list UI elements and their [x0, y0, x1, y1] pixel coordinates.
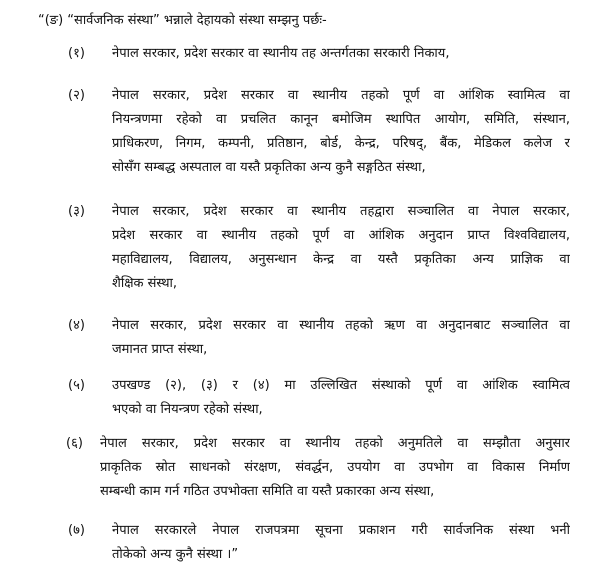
item-line: सोसँग सम्बद्ध अस्पताल वा यस्तै प्रकृतिका अन्य कुनै सङ्गठित संस्था, — [112, 160, 426, 175]
item-line: नेपाल सरकार, प्रदेश सरकार वा स्थानीय तहको ऋण वा अनुदानबाट सञ्चालित वा — [112, 318, 570, 333]
item-line: नेपाल सरकारले नेपाल राजपत्रमा सूचना प्रकाशन गरी सार्वजनिक संस्था भनी — [112, 523, 570, 538]
item-number: (१) — [68, 46, 85, 61]
item-text — [112, 200, 570, 296]
item-line: नेपाल सरकार, प्रदेश सरकार वा स्थानीय तहको पूर्ण वा आंशिक स्वामित्व वा — [112, 88, 570, 103]
item-text — [112, 374, 570, 422]
item-text — [112, 519, 570, 567]
item-line: उपखण्ड (२), (३) र (४) मा उल्लिखित संस्थाको पूर्ण वा आंशिक स्वामित्व — [112, 378, 570, 393]
item-number: (५) — [68, 378, 85, 393]
item-line: तोकेको अन्य कुनै संस्था ।” — [112, 547, 239, 562]
item-line: सम्बन्धी काम गर्न गठित उपभोक्ता समिति वा यस्तै प्रकारका अन्य संस्था, — [100, 484, 435, 499]
item-line: नियन्त्रणमा रहेको वा प्रचलित कानून बमोजिम स्थापित आयोग, समिति, संस्थान, — [112, 112, 570, 127]
item-line: नेपाल सरकार, प्रदेश सरकार वा स्थानीय तहद्वारा सञ्चालित वा नेपाल सरकार, — [112, 204, 570, 219]
item-line: प्राधिकरण, निगम, कम्पनी, प्रतिष्ठान, बोर्ड, केन्द्र, परिषद्, बैंक, मेडिकल कलेज र — [112, 136, 570, 151]
item-text — [112, 42, 570, 66]
item-number: (३) — [68, 204, 85, 219]
item-line: महाविद्यालय, विद्यालय, अनुसन्धान केन्द्र वा यस्तै प्रकृतिका अन्य प्राज्ञिक वा — [112, 252, 570, 267]
item-line: भएको वा नियन्त्रण रहेको संस्था, — [112, 402, 263, 417]
item-line: प्राकृतिक स्रोत साधनको संरक्षण, संवर्द्धन, उपयोग वा उपभोग वा विकास निर्माण — [100, 460, 570, 475]
item-line: शैक्षिक संस्था, — [112, 276, 178, 291]
item-line: प्रदेश सरकार वा स्थानीय तहको पूर्ण वा आंशिक अनुदान प्राप्त विश्वविद्यालय, — [112, 228, 570, 243]
item-line: नेपाल सरकार, प्रदेश सरकार वा स्थानीय तह अन्तर्गतका सरकारी निकाय, — [112, 46, 450, 61]
item-line: जमानत प्राप्त संस्था, — [112, 342, 208, 357]
item-text — [100, 432, 570, 504]
item-text — [112, 314, 570, 362]
item-line: नेपाल सरकार, प्रदेश सरकार वा स्थानीय तहको अनुमतिले वा सम्झौता अनुसार — [100, 436, 570, 451]
item-number: (२) — [68, 88, 85, 103]
item-number: (४) — [68, 318, 85, 333]
item-number: (६) — [66, 436, 83, 451]
item-number: (७) — [68, 523, 85, 538]
clause-heading: “(ङ) “सार्वजनिक संस्था” भन्नाले देहायको संस्था सम्झनु पर्छः- — [38, 13, 327, 28]
item-text — [112, 84, 570, 180]
